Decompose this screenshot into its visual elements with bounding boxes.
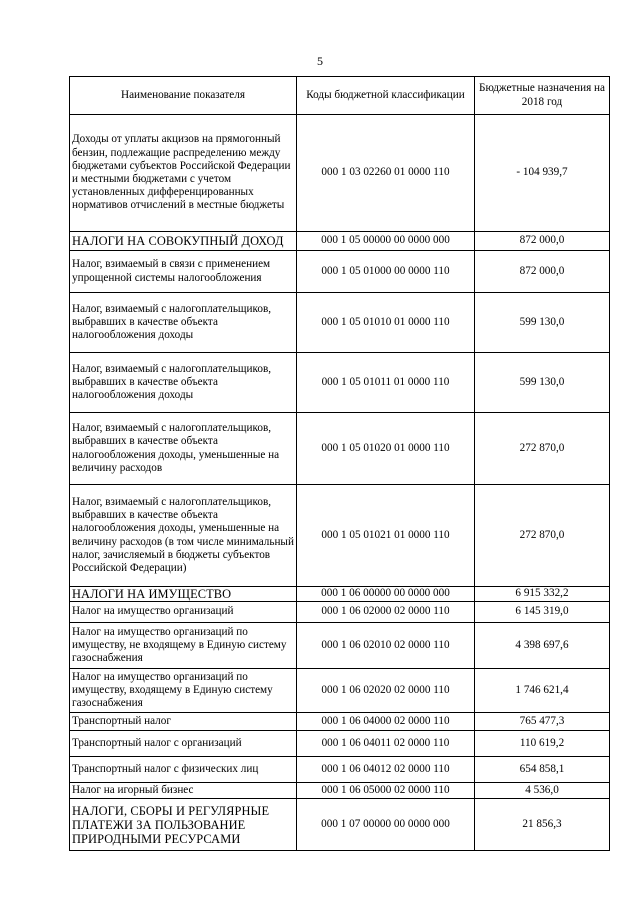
row-code: 000 1 06 00000 00 0000 000 [297, 587, 475, 602]
row-code: 000 1 06 04012 02 0000 110 [297, 757, 475, 783]
row-name: Налог, взимаемый в связи с применением упрощенной системы налогообложения [70, 251, 297, 293]
row-name: Транспортный налог с физических лиц [70, 757, 297, 783]
table-section-row [70, 232, 610, 251]
row-code: 000 1 05 00000 00 0000 000 [297, 232, 475, 251]
row-amount: 765 477,3 [475, 713, 610, 731]
row-code: 000 1 05 01021 01 0000 110 [297, 485, 475, 587]
row-code: 000 1 03 02260 01 0000 110 [297, 115, 475, 232]
row-amount: 599 130,0 [475, 293, 610, 353]
row-amount: 599 130,0 [475, 353, 610, 413]
row-name: Налог, взимаемый с налогоплательщиков, выбравших в качестве объекта налогообложения доходы, уменьшенные на величину расходов (в том числе минимальный налог, зачисляемый в бюджеты субъектов Российской Федерации) [70, 485, 297, 587]
header-budget-codes: Коды бюджетной классификации [297, 77, 475, 115]
page-number: 5 [317, 54, 323, 68]
table-row [70, 602, 610, 623]
row-code: 000 1 05 01010 01 0000 110 [297, 293, 475, 353]
table-row [70, 251, 610, 293]
table-row [70, 623, 610, 669]
row-code: 000 1 06 02000 02 0000 110 [297, 602, 475, 623]
table-row [70, 413, 610, 485]
table-row [70, 713, 610, 731]
header-budget-amount: Бюджетные назначения на 2018 год [475, 77, 610, 115]
row-amount: - 104 939,7 [475, 115, 610, 232]
row-name: Транспортный налог [70, 713, 297, 731]
row-name: Транспортный налог с организаций [70, 731, 297, 757]
table-header-row [70, 77, 610, 115]
row-name: НАЛОГИ НА ИМУЩЕСТВО [70, 587, 297, 602]
row-amount: 110 619,2 [475, 731, 610, 757]
row-code: 000 1 05 01000 00 0000 110 [297, 251, 475, 293]
row-name: Налог, взимаемый с налогоплательщиков, выбравших в качестве объекта налогообложения доходы [70, 353, 297, 413]
row-code: 000 1 07 00000 00 0000 000 [297, 799, 475, 851]
table-row [70, 669, 610, 713]
row-name: Налог на имущество организаций по имуществу, входящему в Единую систему газоснабжения [70, 669, 297, 713]
row-name: Налог на имущество организаций по имуществу, не входящему в Единую систему газоснабжения [70, 623, 297, 669]
row-name: НАЛОГИ, СБОРЫ И РЕГУЛЯРНЫЕ ПЛАТЕЖИ ЗА ПОЛЬЗОВАНИЕ ПРИРОДНЫМИ РЕСУРСАМИ [70, 799, 297, 851]
row-amount: 6 145 319,0 [475, 602, 610, 623]
row-amount: 272 870,0 [475, 485, 610, 587]
row-code: 000 1 06 05000 02 0000 110 [297, 783, 475, 799]
row-name: Доходы от уплаты акцизов на прямогонный бензин, подлежащие распределению между бюджетами субъектов Российской Федерации и местными бюджетами с учетом установленных дифференцированных нормативов отчислений в местные бюджеты [70, 115, 297, 232]
table-row [70, 293, 610, 353]
row-name: Налог, взимаемый с налогоплательщиков, выбравших в качестве объекта налогообложения доходы [70, 293, 297, 353]
row-amount: 4 536,0 [475, 783, 610, 799]
budget-revenue-table [69, 76, 610, 851]
table-row [70, 115, 610, 232]
row-amount: 272 870,0 [475, 413, 610, 485]
row-name: Налог на игорный бизнес [70, 783, 297, 799]
row-amount: 4 398 697,6 [475, 623, 610, 669]
row-amount: 21 856,3 [475, 799, 610, 851]
table-row [70, 485, 610, 587]
table-section-row [70, 587, 610, 602]
row-code: 000 1 06 04000 02 0000 110 [297, 713, 475, 731]
row-name: Налог, взимаемый с налогоплательщиков, выбравших в качестве объекта налогообложения доходы, уменьшенные на величину расходов [70, 413, 297, 485]
row-code: 000 1 06 04011 02 0000 110 [297, 731, 475, 757]
row-amount: 654 858,1 [475, 757, 610, 783]
row-amount: 6 915 332,2 [475, 587, 610, 602]
row-code: 000 1 05 01020 01 0000 110 [297, 413, 475, 485]
row-code: 000 1 05 01011 01 0000 110 [297, 353, 475, 413]
row-amount: 872 000,0 [475, 251, 610, 293]
table-row [70, 783, 610, 799]
row-name: Налог на имущество организаций [70, 602, 297, 623]
row-name: НАЛОГИ НА СОВОКУПНЫЙ ДОХОД [70, 232, 297, 251]
row-code: 000 1 06 02020 02 0000 110 [297, 669, 475, 713]
header-indicator-name: Наименование показателя [70, 77, 297, 115]
row-amount: 1 746 621,4 [475, 669, 610, 713]
row-code: 000 1 06 02010 02 0000 110 [297, 623, 475, 669]
table-section-row [70, 799, 610, 851]
table-row [70, 353, 610, 413]
row-amount: 872 000,0 [475, 232, 610, 251]
table-row [70, 731, 610, 757]
table-row [70, 757, 610, 783]
